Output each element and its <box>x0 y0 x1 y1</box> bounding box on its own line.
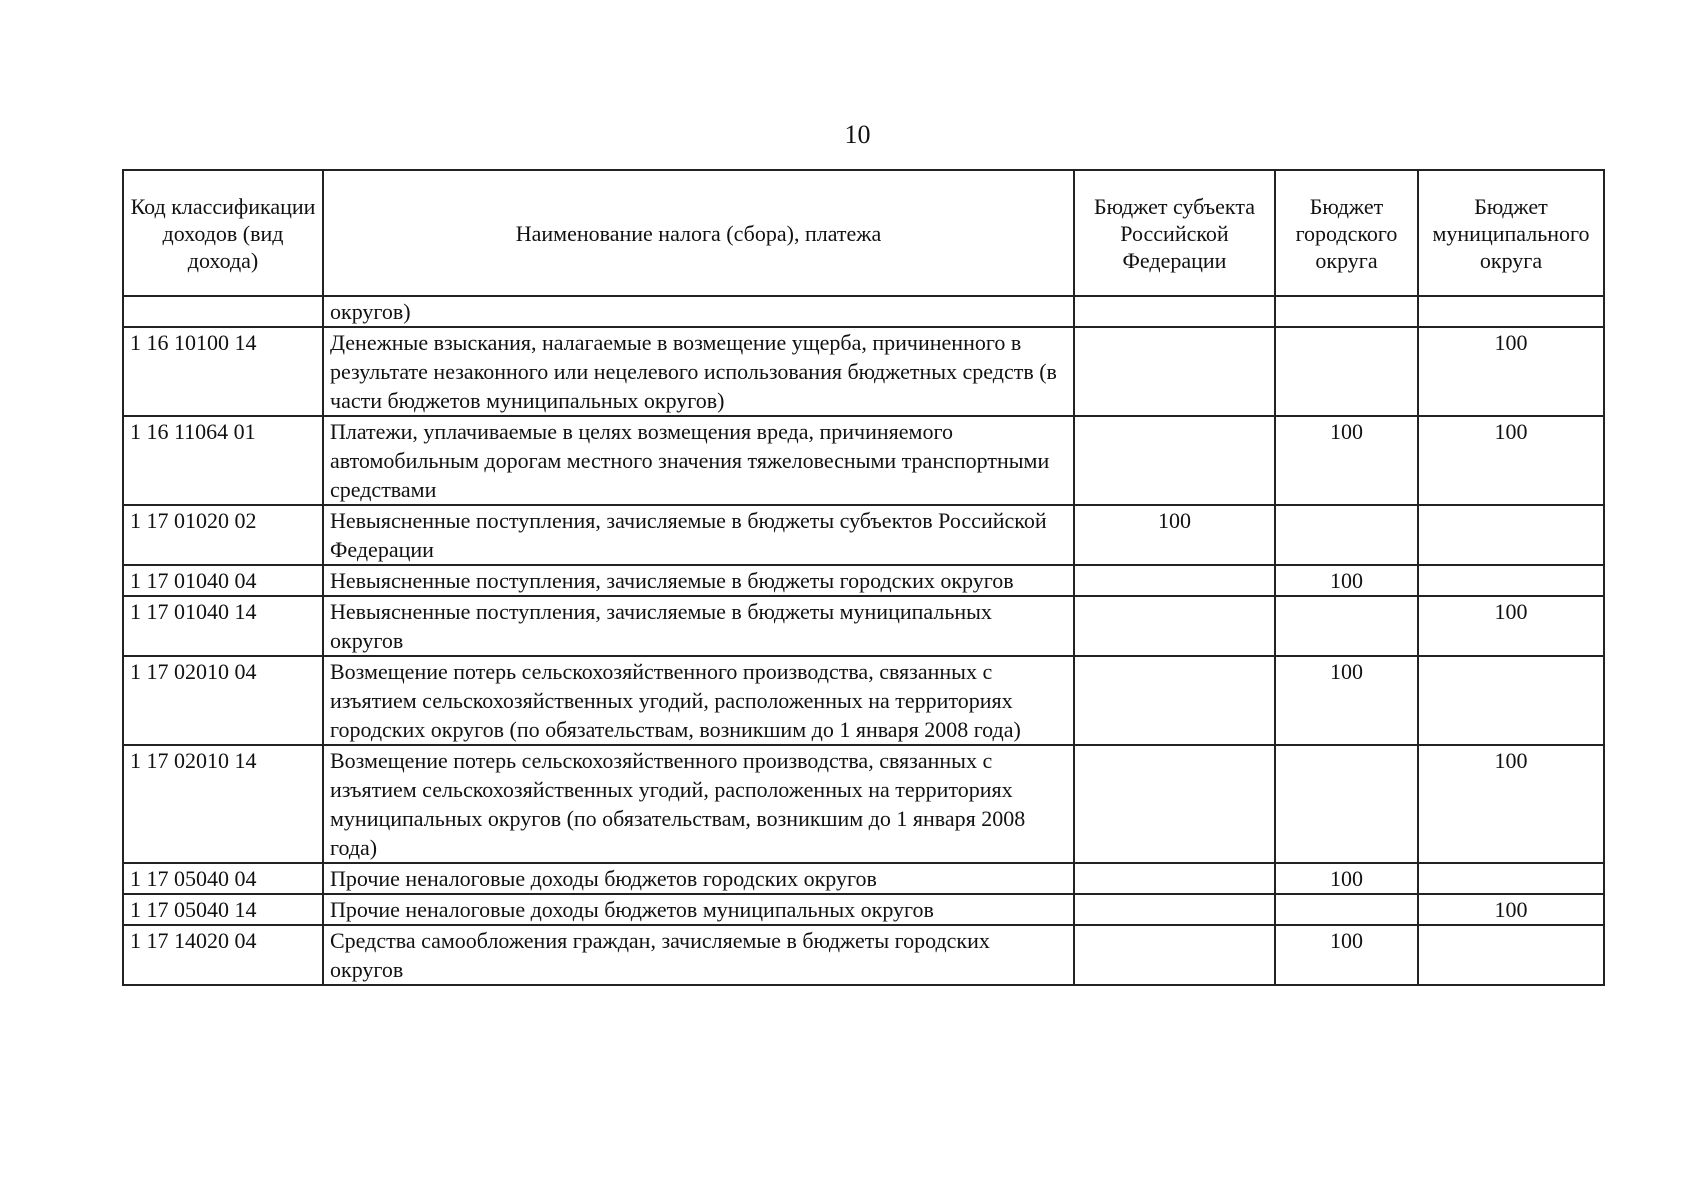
income-code <box>123 296 323 327</box>
table-row <box>123 327 1604 416</box>
table-row <box>123 894 1604 925</box>
income-code: 1 17 02010 04 <box>123 656 323 745</box>
income-code: 1 17 05040 14 <box>123 894 323 925</box>
municipal-budget-share: 100 <box>1418 596 1604 656</box>
income-name: Платежи, уплачиваемые в целях возмещения вреда, причиняемого автомобильным дорогам местного значения тяжеловесными транспортными средствами <box>323 416 1074 505</box>
header-code: Код классификации доходов (вид дохода) <box>123 170 323 296</box>
income-code: 1 17 02010 14 <box>123 745 323 863</box>
municipal-budget-share <box>1418 925 1604 985</box>
income-code: 1 17 01020 02 <box>123 505 323 565</box>
table-row <box>123 296 1604 327</box>
municipal-budget-share: 100 <box>1418 327 1604 416</box>
subject-budget-share <box>1074 894 1275 925</box>
municipal-budget-share <box>1418 296 1604 327</box>
income-code: 1 17 05040 04 <box>123 863 323 894</box>
subject-budget-share <box>1074 296 1275 327</box>
income-name: Прочие неналоговые доходы бюджетов муниципальных округов <box>323 894 1074 925</box>
subject-budget-share: 100 <box>1074 505 1275 565</box>
table-row <box>123 656 1604 745</box>
subject-budget-share <box>1074 416 1275 505</box>
income-code: 1 17 01040 04 <box>123 565 323 596</box>
page-number: 10 <box>844 120 871 149</box>
subject-budget-share <box>1074 925 1275 985</box>
table-row <box>123 565 1604 596</box>
header-city-district-budget: Бюджет городского округа <box>1275 170 1418 296</box>
table-row <box>123 745 1604 863</box>
city-budget-share: 100 <box>1275 656 1418 745</box>
income-name: Возмещение потерь сельскохозяйственного производства, связанных с изъятием сельскохозяйственных угодий, расположенных на территориях муниципальных округов (по обязательствам, возникшим до 1 января 2008 года) <box>323 745 1074 863</box>
city-budget-share <box>1275 327 1418 416</box>
municipal-budget-share <box>1418 565 1604 596</box>
city-budget-share: 100 <box>1275 925 1418 985</box>
income-code: 1 16 11064 01 <box>123 416 323 505</box>
income-name: Денежные взыскания, налагаемые в возмещение ущерба, причиненного в результате незаконного или нецелевого использования бюджетных средств (в части бюджетов муниципальных округов) <box>323 327 1074 416</box>
table-header-row <box>123 170 1604 296</box>
income-name: Средства самообложения граждан, зачисляемые в бюджеты городских округов <box>323 925 1074 985</box>
table-row <box>123 416 1604 505</box>
municipal-budget-share <box>1418 505 1604 565</box>
table-row <box>123 863 1604 894</box>
income-name: Невыясненные поступления, зачисляемые в бюджеты городских округов <box>323 565 1074 596</box>
table-row <box>123 596 1604 656</box>
income-name: округов) <box>323 296 1074 327</box>
income-classification-table <box>122 169 1605 986</box>
subject-budget-share <box>1074 656 1275 745</box>
city-budget-share <box>1275 505 1418 565</box>
income-name: Прочие неналоговые доходы бюджетов городских округов <box>323 863 1074 894</box>
city-budget-share: 100 <box>1275 863 1418 894</box>
subject-budget-share <box>1074 327 1275 416</box>
city-budget-share <box>1275 745 1418 863</box>
city-budget-share <box>1275 894 1418 925</box>
municipal-budget-share: 100 <box>1418 894 1604 925</box>
income-name: Возмещение потерь сельскохозяйственного производства, связанных с изъятием сельскохозяйственных угодий, расположенных на территориях городских округов (по обязательствам, возникшим до 1 января 2008 года) <box>323 656 1074 745</box>
table-row <box>123 925 1604 985</box>
income-name: Невыясненные поступления, зачисляемые в бюджеты субъектов Российской Федерации <box>323 505 1074 565</box>
income-code: 1 17 01040 14 <box>123 596 323 656</box>
municipal-budget-share: 100 <box>1418 416 1604 505</box>
table-row <box>123 505 1604 565</box>
income-code: 1 16 10100 14 <box>123 327 323 416</box>
municipal-budget-share: 100 <box>1418 745 1604 863</box>
city-budget-share <box>1275 296 1418 327</box>
city-budget-share: 100 <box>1275 416 1418 505</box>
city-budget-share: 100 <box>1275 565 1418 596</box>
subject-budget-share <box>1074 745 1275 863</box>
subject-budget-share <box>1074 596 1275 656</box>
subject-budget-share <box>1074 863 1275 894</box>
header-municipal-district-budget: Бюджет муниципального округа <box>1418 170 1604 296</box>
income-name: Невыясненные поступления, зачисляемые в бюджеты муниципальных округов <box>323 596 1074 656</box>
city-budget-share <box>1275 596 1418 656</box>
subject-budget-share <box>1074 565 1275 596</box>
header-subject-budget: Бюджет субъекта Российской Федерации <box>1074 170 1275 296</box>
income-code: 1 17 14020 04 <box>123 925 323 985</box>
municipal-budget-share <box>1418 863 1604 894</box>
municipal-budget-share <box>1418 656 1604 745</box>
header-name: Наименование налога (сбора), платежа <box>323 170 1074 296</box>
